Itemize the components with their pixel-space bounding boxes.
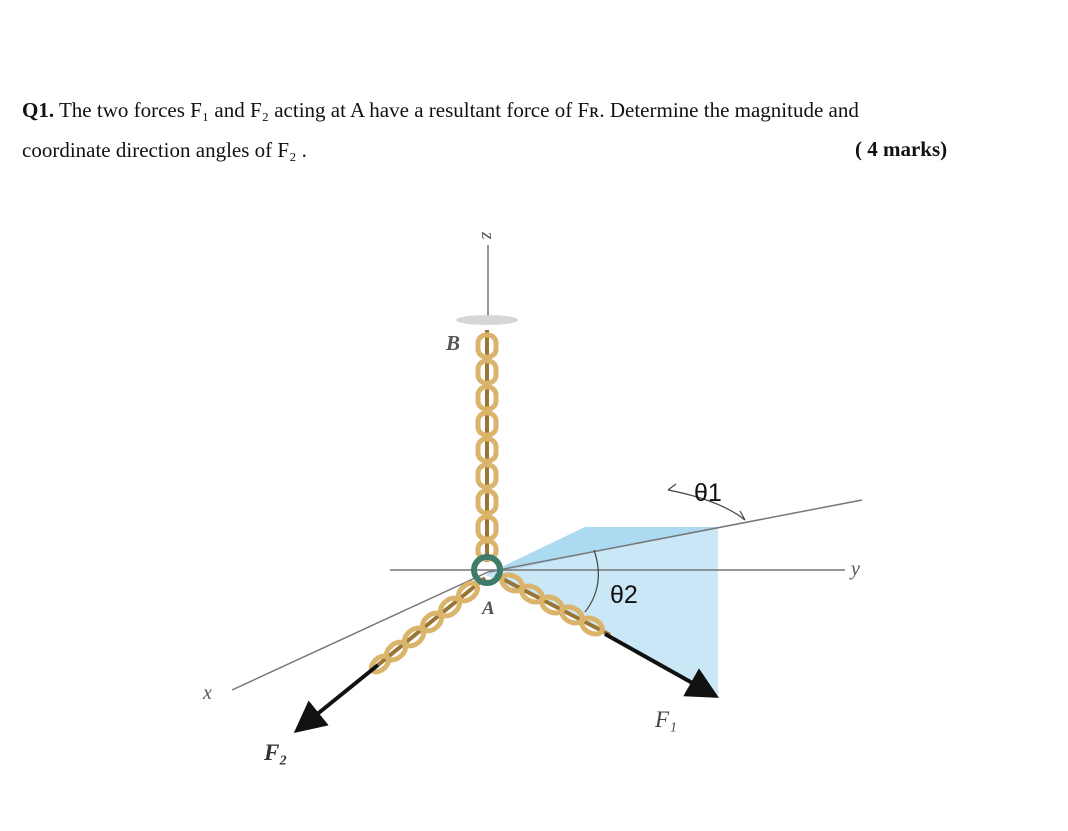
f2-label: F₂ xyxy=(264,740,288,765)
point-b-label: B xyxy=(446,331,461,355)
question-text-2: coordinate direction angles of F₂ . xyxy=(22,138,307,162)
y-axis-label: y xyxy=(851,558,860,580)
question-text-1: The two forces F₁ and F₂ acting at A have a resultant force of Fʀ. Determine the magnitude and xyxy=(54,98,859,122)
marks-label: ( 4 marks) xyxy=(855,137,948,161)
support-disc xyxy=(456,315,518,325)
x-axis-line xyxy=(232,572,488,690)
point-a-label: A xyxy=(482,598,495,619)
f2-arrow xyxy=(300,665,378,728)
f1-plane xyxy=(485,527,718,698)
x-axis-label: x xyxy=(203,682,212,704)
question-number: Q1. xyxy=(22,98,55,122)
theta1-label: θ1 xyxy=(694,479,722,507)
theta2-label: θ2 xyxy=(610,581,638,609)
z-axis-label: z xyxy=(477,232,498,240)
chain-f2 xyxy=(368,578,485,675)
chain-ab xyxy=(478,330,496,562)
f1-label: F₁ xyxy=(655,707,678,732)
